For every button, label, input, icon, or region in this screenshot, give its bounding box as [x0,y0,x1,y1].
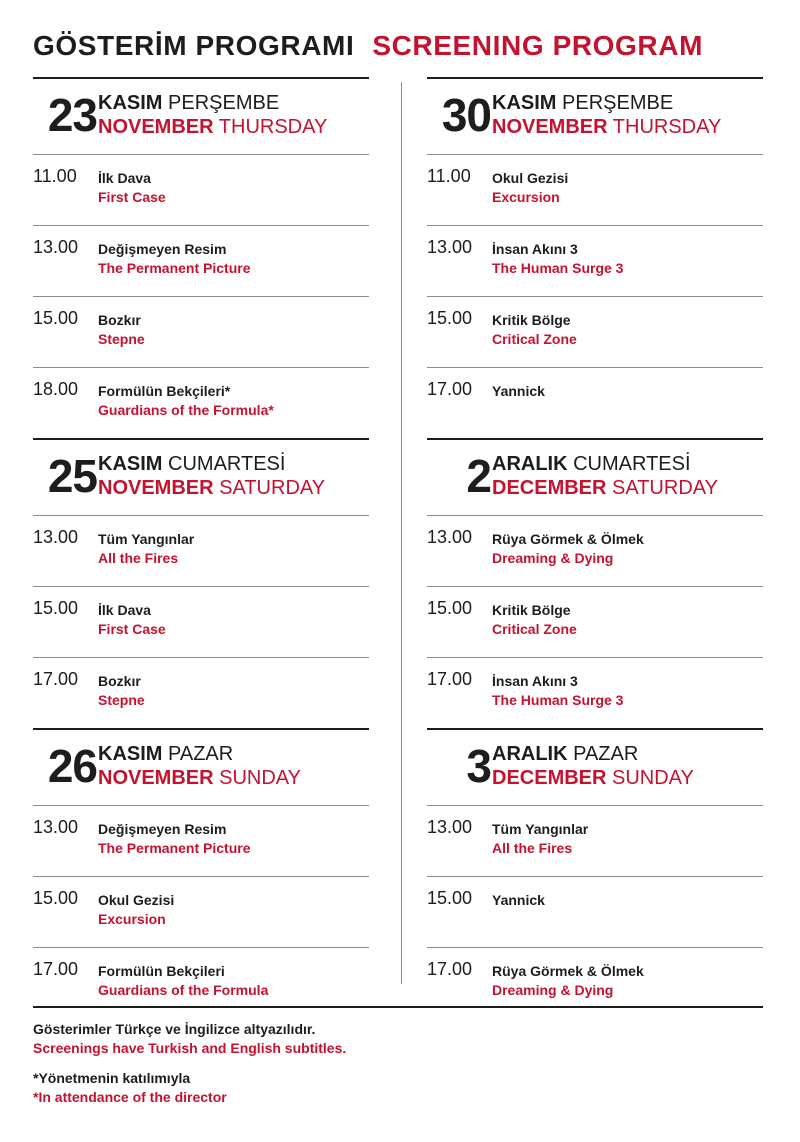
day-label-english [98,476,325,500]
film-title-turkish: Okul Gezisi [492,170,569,186]
weekday-english: THURSDAY [612,116,722,138]
film-title-english: Dreaming & Dying [492,982,614,998]
screening-row [33,586,369,657]
month-english: DECEMBER [492,767,607,789]
film-title-turkish: Bozkır [98,312,141,328]
film-title-english: Stepne [98,692,145,708]
film-title [492,311,577,349]
screening-row [33,225,369,296]
day-number: 26 [47,740,97,792]
screening-time: 15.00 [33,888,79,908]
day-number: 2 [466,450,491,502]
day-number: 25 [47,450,97,502]
screening-row [427,225,763,296]
screening-time: 11.00 [427,166,471,186]
film-title-turkish: İlk Dava [98,602,151,618]
day-header [427,438,763,515]
film-title-english: Excursion [492,189,560,205]
screening-time: 13.00 [427,817,473,837]
day-label [98,742,301,790]
day-number: 3 [466,740,491,792]
column-divider [401,82,402,984]
film-title-turkish: Tüm Yangınlar [492,821,589,837]
film-title [492,962,644,1000]
subtitles-note-english: Screenings have Turkish and English subtitles. [33,1040,347,1056]
screening-time: 18.00 [33,379,79,399]
month-english: NOVEMBER [98,477,214,499]
screening-time: 17.00 [427,669,473,689]
weekday-turkish: PAZAR [573,743,639,765]
title-turkish: GÖSTERİM PROGRAMI [33,30,355,61]
film-title [98,169,166,207]
day-label [98,452,325,500]
screening-time: 15.00 [427,598,473,618]
film-title-english: Guardians of the Formula [98,982,269,998]
film-title [98,311,145,349]
day-label-english [98,766,301,790]
film-title [492,169,568,207]
film-title [98,672,145,710]
film-title-english: Stepne [98,331,145,347]
film-title-turkish: Değişmeyen Resim [98,821,227,837]
title-english: SCREENING PROGRAM [372,30,703,61]
weekday-turkish: CUMARTESİ [168,453,286,475]
screening-row [427,296,763,367]
day-label-turkish [492,742,694,766]
weekday-english: SUNDAY [219,767,302,789]
film-title [492,672,623,710]
day-number: 30 [441,89,491,141]
film-title-turkish: Okul Gezisi [98,892,175,908]
film-title-turkish: İlk Dava [98,170,151,186]
film-title [98,891,174,929]
day-header [33,77,369,154]
schedule-column-left [33,77,369,1018]
month-turkish: KASIM [98,92,163,114]
screening-row [427,876,763,947]
film-title [492,601,577,639]
month-turkish: ARALIK [492,453,568,475]
film-title-english: Critical Zone [492,331,577,347]
month-english: DECEMBER [492,477,607,499]
day-label-english [98,115,327,139]
day-label-english [492,115,721,139]
film-title-turkish: Yannick [492,383,545,399]
day-header [427,728,763,805]
screening-row [427,367,763,438]
month-english: NOVEMBER [98,116,214,138]
director-note-english: *In attendance of the director [33,1089,227,1105]
film-title [492,240,623,278]
film-title [492,891,545,910]
screening-row [33,657,369,728]
screening-row [427,515,763,586]
screening-time: 15.00 [33,598,79,618]
film-title-turkish: Formülün Bekçileri* [98,383,231,399]
screening-time: 13.00 [427,237,473,257]
screening-time: 15.00 [427,308,473,328]
film-title-turkish: İnsan Akını 3 [492,673,578,689]
film-title-turkish: Rüya Görmek & Ölmek [492,963,644,979]
screening-row [33,805,369,876]
film-title-turkish: Kritik Bölge [492,312,571,328]
month-turkish: KASIM [492,92,557,114]
month-turkish: KASIM [98,743,163,765]
day-number: 23 [47,89,97,141]
month-english: NOVEMBER [98,767,214,789]
film-title [492,530,644,568]
screening-time: 15.00 [427,888,473,908]
screening-time: 13.00 [33,527,79,547]
day-header [427,77,763,154]
day-label-turkish [98,452,325,476]
film-title [98,601,166,639]
film-title-english: The Human Surge 3 [492,692,624,708]
month-turkish: ARALIK [492,743,568,765]
screening-time: 17.00 [427,959,473,979]
film-title-turkish: İnsan Akını 3 [492,241,578,257]
film-title-turkish: Tüm Yangınlar [98,531,195,547]
weekday-english: SATURDAY [612,477,718,499]
weekday-turkish: PAZAR [168,743,234,765]
day-label-turkish [492,91,721,115]
screening-time: 17.00 [33,669,79,689]
day-header [33,438,369,515]
day-label [492,452,718,500]
film-title-english: First Case [98,621,166,637]
day-label [492,742,694,790]
day-label [98,91,327,139]
day-label [492,91,721,139]
weekday-turkish: PERŞEMBE [168,92,280,114]
film-title [98,382,274,420]
film-title-english: All the Fires [98,550,179,566]
film-title-english: Critical Zone [492,621,577,637]
screening-time: 17.00 [33,959,79,979]
day-header [33,728,369,805]
film-title [98,530,194,568]
film-title [98,962,268,1000]
film-title-english: The Permanent Picture [98,840,251,856]
film-title-turkish: Yannick [492,892,545,908]
weekday-english: SUNDAY [612,767,694,789]
subtitles-note-turkish: Gösterimler Türkçe ve İngilizce altyazılıdır. [33,1021,316,1037]
screening-row [427,586,763,657]
director-note-turkish: *Yönetmenin katılımıyla [33,1070,191,1086]
film-title-english: Excursion [98,911,166,927]
weekday-turkish: CUMARTESİ [573,453,691,475]
schedule-column-right [427,77,763,1018]
screening-time: 17.00 [427,379,473,399]
screening-time: 11.00 [33,166,77,186]
screening-time: 13.00 [427,527,473,547]
film-title-turkish: Kritik Bölge [492,602,571,618]
film-title-english: First Case [98,189,166,205]
screening-row [33,515,369,586]
day-label-turkish [98,742,301,766]
film-title [492,382,545,401]
month-english: NOVEMBER [492,116,608,138]
screening-time: 15.00 [33,308,79,328]
weekday-turkish: PERŞEMBE [562,92,674,114]
screening-row [33,367,369,438]
film-title-turkish: Formülün Bekçileri [98,963,225,979]
screening-row [33,296,369,367]
film-title [492,820,588,858]
film-title-english: All the Fires [492,840,573,856]
film-title-turkish: Bozkır [98,673,141,689]
film-title [98,820,251,858]
film-title-turkish: Değişmeyen Resim [98,241,227,257]
film-title-english: The Human Surge 3 [492,260,624,276]
screening-time: 13.00 [33,237,79,257]
footer-notes [33,1006,763,1107]
film-title-turkish: Rüya Görmek & Ölmek [492,531,644,547]
screening-row [33,154,369,225]
month-turkish: KASIM [98,453,163,475]
screening-row [427,805,763,876]
weekday-english: SATURDAY [219,477,326,499]
screening-row [33,876,369,947]
day-label-english [492,766,694,790]
day-label-turkish [492,452,718,476]
film-title-english: Dreaming & Dying [492,550,614,566]
page-title [33,30,703,64]
film-title-english: The Permanent Picture [98,260,251,276]
day-label-turkish [98,91,327,115]
weekday-english: THURSDAY [218,116,328,138]
film-title-english: Guardians of the Formula* [98,402,274,418]
screening-time: 13.00 [33,817,79,837]
screening-row [427,657,763,728]
film-title [98,240,251,278]
screening-row [427,154,763,225]
day-label-english [492,476,718,500]
